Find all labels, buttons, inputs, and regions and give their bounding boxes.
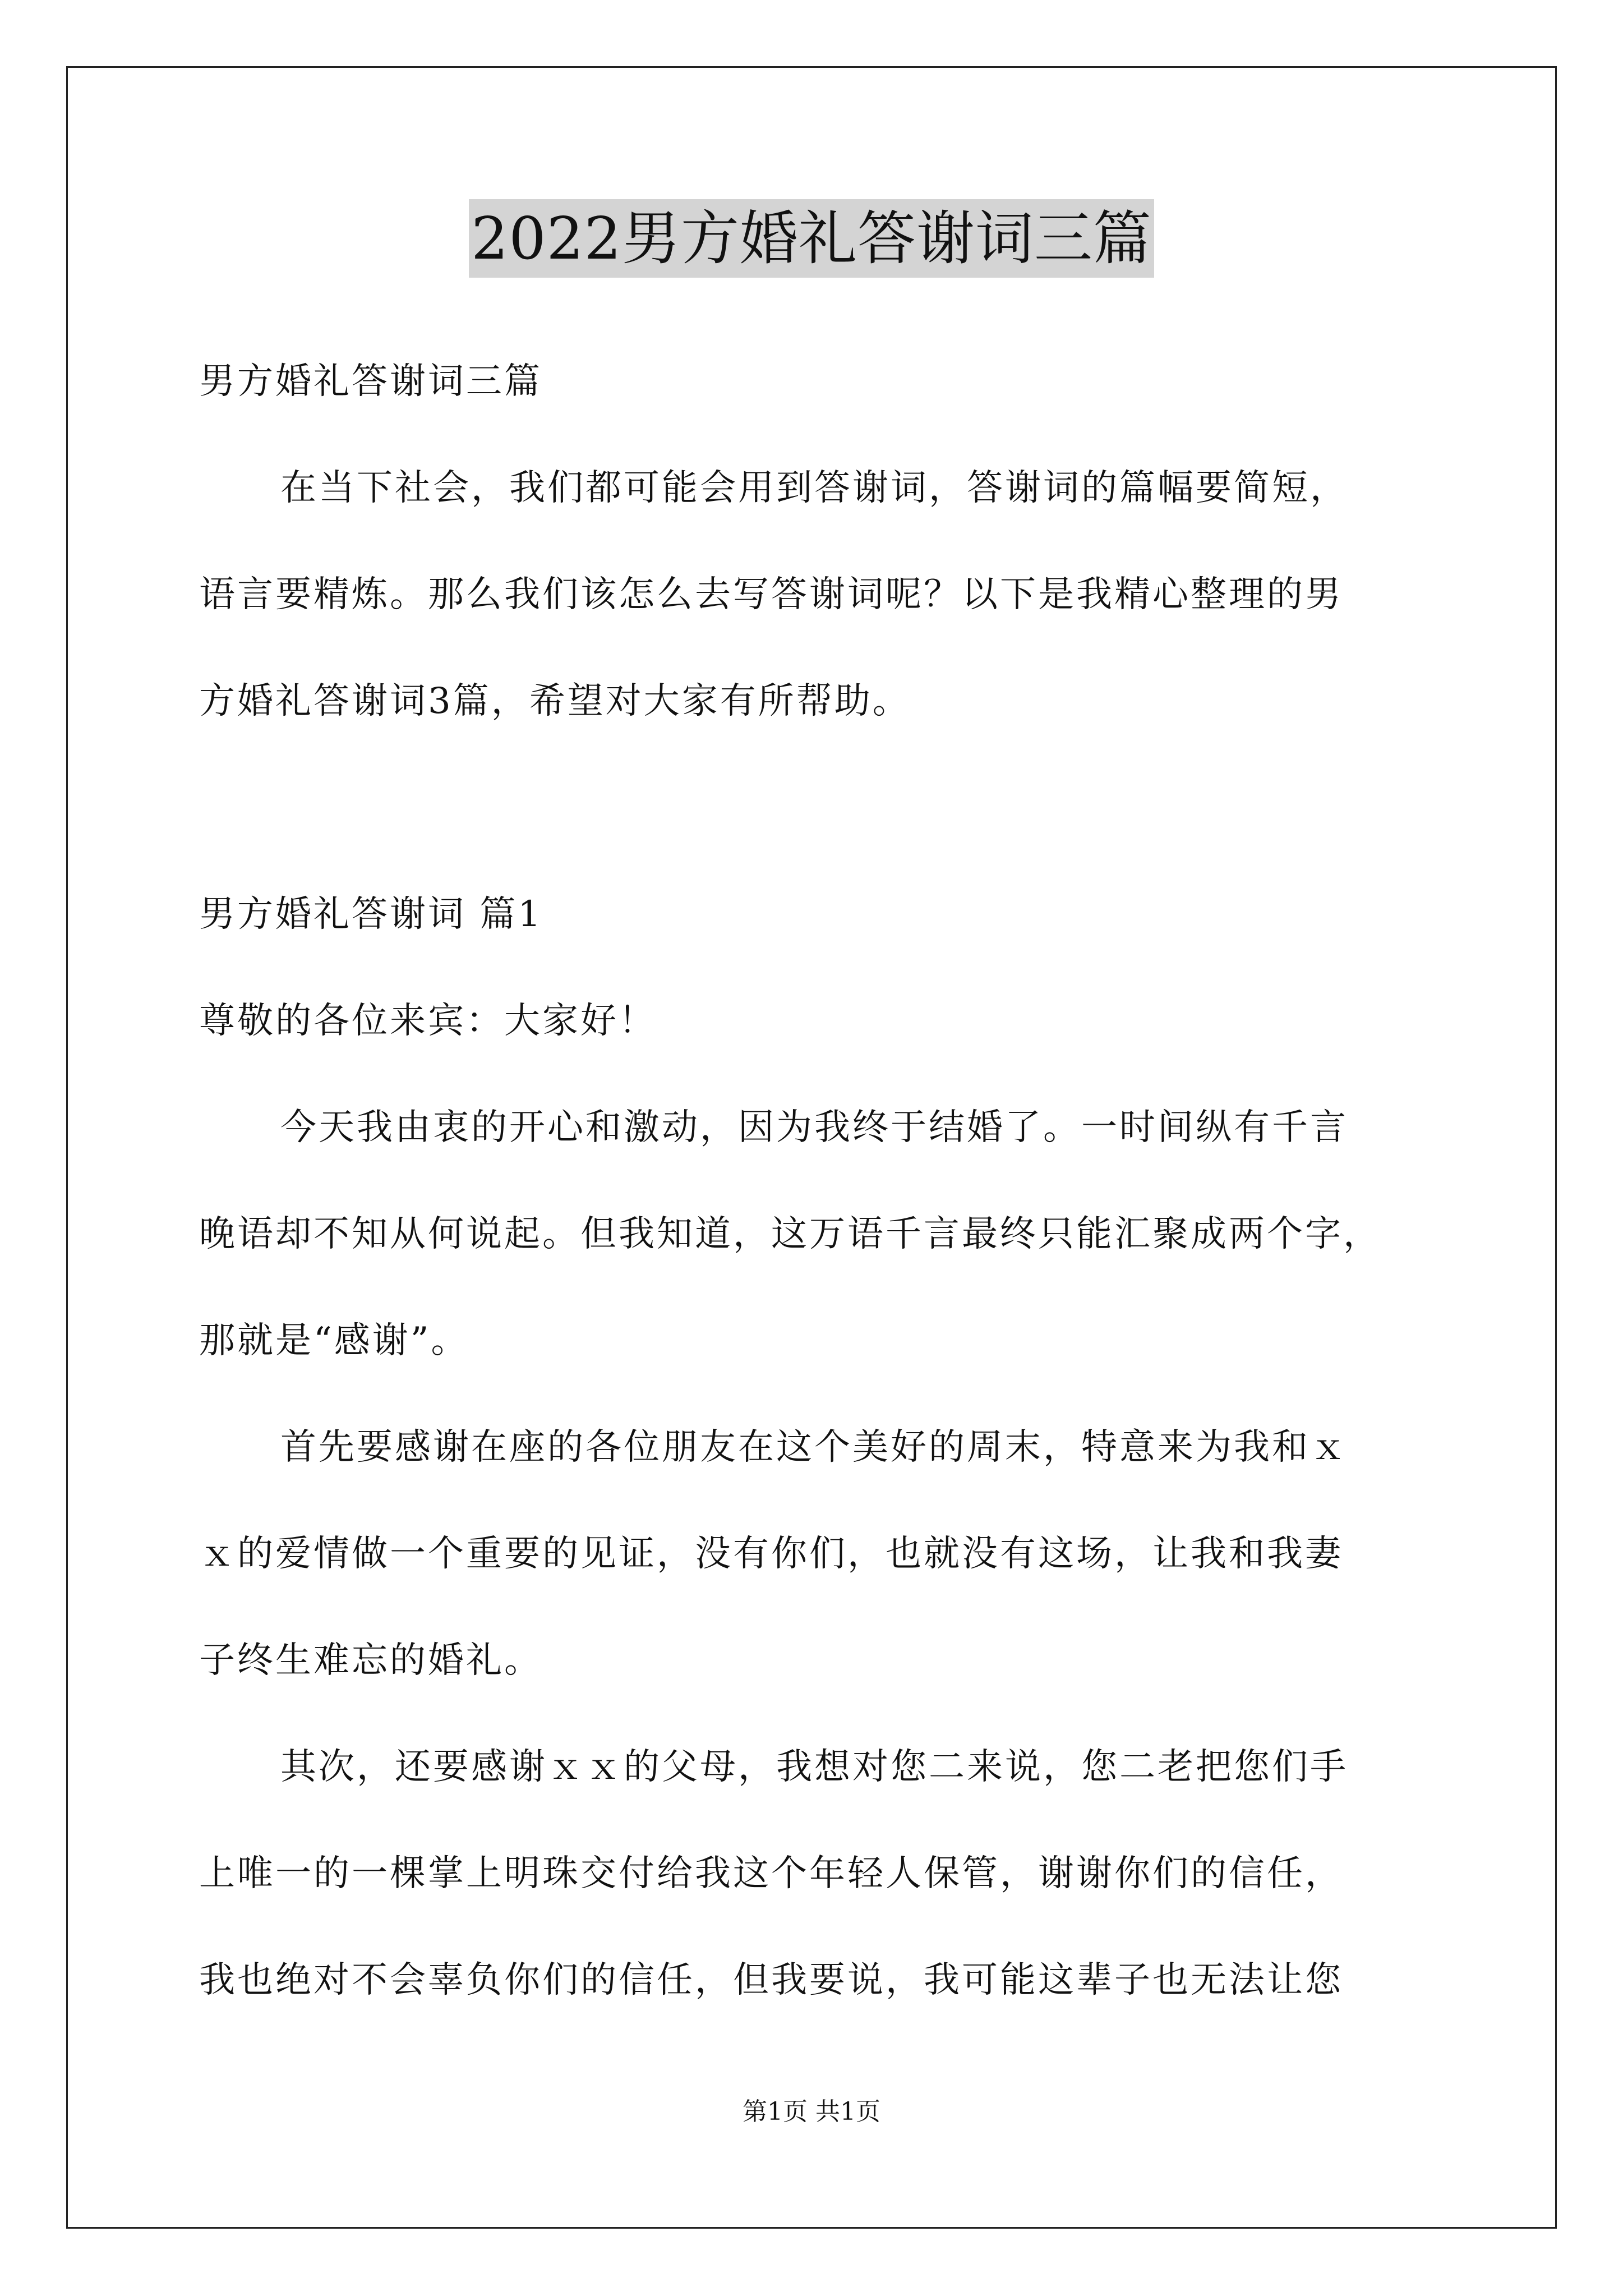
paragraph1-line-2: 晚语却不知从何说起。但我知道，这万语千言最终只能汇聚成两个字， <box>199 1213 1381 1255</box>
greeting: 尊敬的各位来宾：大家好！ <box>199 1000 657 1042</box>
paragraph3-line-3: 我也绝对不会辜负你们的信任，但我要说，我可能这辈子也无法让您 <box>199 1959 1343 2001</box>
paragraph2-line-3: 子终生难忘的婚礼。 <box>199 1640 542 1681</box>
intro-line-1: 在当下社会，我们都可能会用到答谢词，答谢词的篇幅要简短， <box>280 467 1348 509</box>
intro-line-2: 语言要精炼。那么我们该怎么去写答谢词呢？以下是我精心整理的男 <box>199 574 1343 615</box>
paragraph1-line-1: 今天我由衷的开心和激动，因为我终于结婚了。一时间纵有千言 <box>280 1107 1348 1148</box>
document-subtitle: 男方婚礼答谢词三篇 <box>199 361 542 402</box>
document-title: 2022男方婚礼答谢词三篇 <box>469 199 1154 278</box>
paragraph3-line-1: 其次，还要感谢ｘｘ的父母，我想对您二来说，您二老把您们手 <box>280 1746 1348 1788</box>
section-heading: 男方婚礼答谢词 篇1 <box>199 894 543 935</box>
paragraph3-line-2: 上唯一的一棵掌上明珠交付给我这个年轻人保管，谢谢你们的信任， <box>199 1853 1343 1894</box>
intro-line-3: 方婚礼答谢词3篇，希望对大家有所帮助。 <box>199 680 911 722</box>
paragraph2-line-1: 首先要感谢在座的各位朋友在这个美好的周末，特意来为我和ｘ <box>280 1427 1348 1468</box>
paragraph1-line-3: 那就是“感谢”。 <box>199 1320 469 1361</box>
title-container <box>0 199 1623 278</box>
page-footer: 第1页 共1页 <box>743 2097 880 2126</box>
paragraph2-line-2: ｘ的爱情做一个重要的见证，没有你们，也就没有这场，让我和我妻 <box>199 1533 1343 1575</box>
